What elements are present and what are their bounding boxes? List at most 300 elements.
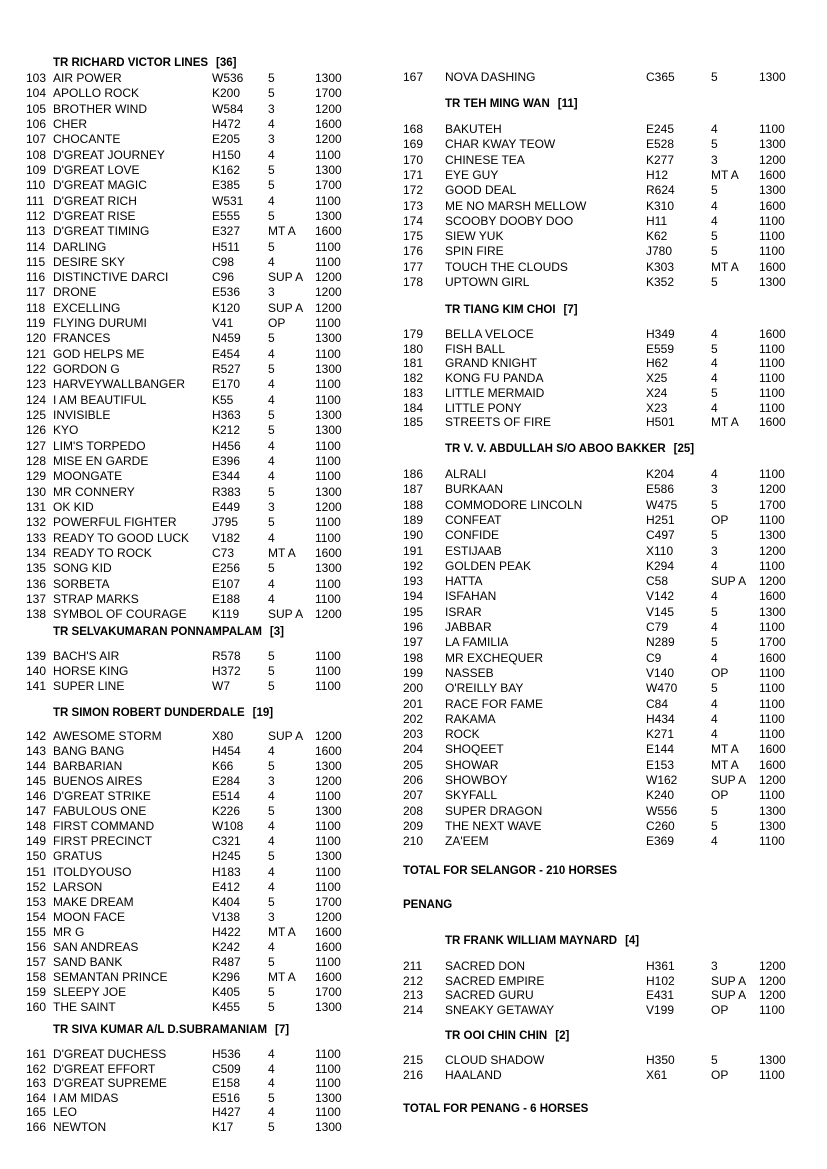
horse-class: MT A <box>268 969 296 984</box>
horse-code: C260 <box>646 818 675 833</box>
horse-row <box>400 727 827 742</box>
horse-rating: 1300 <box>759 803 786 818</box>
horse-class: MT A <box>711 415 739 430</box>
horse-number: 170 <box>403 152 424 167</box>
horse-number: 210 <box>403 834 424 849</box>
horse-code: H361 <box>646 959 675 973</box>
horse-rating: 1100 <box>315 469 341 484</box>
horse-code: K17 <box>212 1120 234 1134</box>
horse-rating: 1100 <box>759 229 785 244</box>
horse-class: 4 <box>711 620 718 634</box>
horse-rating: 1200 <box>315 774 342 789</box>
horse-class: SUP A <box>268 729 304 743</box>
horse-rating: 1100 <box>315 954 341 969</box>
horse-class: 5 <box>268 86 275 101</box>
horse-number: 175 <box>403 229 424 244</box>
horse-number: 155 <box>26 924 47 939</box>
horse-rating: 1100 <box>315 576 341 591</box>
horse-rating: 1100 <box>759 834 785 849</box>
horse-count: [19] <box>252 707 274 719</box>
horse-class: 5 <box>711 275 718 289</box>
horse-rating: 1100 <box>315 591 341 606</box>
horse-class: 5 <box>711 604 718 619</box>
horse-code: K120 <box>212 300 241 315</box>
horse-class: MT A <box>268 224 296 239</box>
horse-number: 118 <box>26 300 46 315</box>
horse-number: 187 <box>403 482 424 497</box>
horse-class: 4 <box>711 727 718 742</box>
horse-rating: 1100 <box>315 1047 341 1061</box>
horse-row <box>0 240 400 255</box>
horse-name: D'GREAT LOVE <box>53 162 140 177</box>
horse-number: 167 <box>403 70 424 84</box>
horse-rating: 1300 <box>315 759 342 774</box>
horse-number: 103 <box>26 71 47 85</box>
horse-code: R487 <box>212 954 241 969</box>
horse-number: 129 <box>26 469 47 484</box>
horse-count: [25] <box>673 443 695 455</box>
horse-code: K303 <box>646 259 675 274</box>
horse-rating: 1100 <box>759 512 785 527</box>
horse-name: AWESOME STORM <box>53 729 162 743</box>
horse-name: GOD HELPS ME <box>53 346 145 361</box>
horse-number: 197 <box>403 635 424 650</box>
horse-name: COMMODORE LINCOLN <box>445 497 583 512</box>
horse-name: SACRED DON <box>445 959 526 973</box>
horse-rating: 1100 <box>759 681 785 696</box>
horse-row <box>0 316 400 331</box>
horse-number: 146 <box>26 789 47 804</box>
horse-row <box>0 500 400 515</box>
horse-name: AIR POWER <box>53 71 122 85</box>
horse-row <box>400 122 827 137</box>
horse-name: GRAND KNIGHT <box>445 356 538 371</box>
horse-rating: 1100 <box>315 438 341 453</box>
horse-code: V138 <box>212 909 241 924</box>
horse-code: H183 <box>212 864 241 879</box>
horse-code: E449 <box>212 499 241 514</box>
horse-row <box>0 1091 400 1106</box>
horse-rating: 1300 <box>759 528 786 543</box>
horse-class: OP <box>711 788 729 803</box>
horse-name: POWERFUL FIGHTER <box>53 515 177 530</box>
horse-row <box>0 224 400 239</box>
trainer-heading <box>53 626 284 638</box>
horse-class: 5 <box>268 408 275 423</box>
horse-rating: 1100 <box>759 696 785 711</box>
horse-class: 4 <box>268 346 275 361</box>
horse-name: MISE EN GARDE <box>53 454 149 468</box>
horse-row <box>0 163 400 178</box>
horse-class: SUP A <box>711 574 747 589</box>
horse-class: 5 <box>711 528 718 543</box>
horse-name: D'GREAT TIMING <box>53 224 150 239</box>
horse-code: H536 <box>212 1047 241 1061</box>
horse-code: J795 <box>212 515 239 530</box>
horse-number: 123 <box>26 377 47 392</box>
horse-rating: 1200 <box>759 959 786 973</box>
horse-rating: 1200 <box>759 482 786 497</box>
horse-class: 4 <box>268 576 275 591</box>
horse-class: 3 <box>711 152 718 167</box>
horse-number: 193 <box>403 574 424 589</box>
horse-code: H511 <box>212 239 240 254</box>
horse-code: V140 <box>646 665 675 680</box>
horse-name: THE NEXT WAVE <box>445 818 542 833</box>
horse-name: THE SAINT <box>53 1000 116 1015</box>
horse-class: 4 <box>711 122 718 136</box>
horse-name: SACRED EMPIRE <box>445 973 545 988</box>
horse-row <box>0 1105 400 1120</box>
horse-name: SUPER DRAGON <box>445 803 543 818</box>
horse-rating: 1300 <box>315 362 342 377</box>
horse-row <box>400 988 827 1003</box>
horse-name: CONFEAT <box>445 512 502 527</box>
horse-class: 5 <box>268 362 275 377</box>
horse-code: E144 <box>646 742 675 757</box>
horse-class: MT A <box>711 742 739 757</box>
horse-code: K404 <box>212 894 241 909</box>
horse-class: 5 <box>711 341 718 356</box>
horse-class: 4 <box>711 650 718 665</box>
horse-count: [7] <box>275 1024 290 1036</box>
horse-rating: 1100 <box>759 467 785 481</box>
horse-number: 143 <box>26 744 47 759</box>
horse-name: SCOOBY DOOBY DOO <box>445 213 574 228</box>
horse-name: FABULOUS ONE <box>53 804 147 819</box>
horse-name: OK KID <box>53 499 94 514</box>
horse-code: R527 <box>212 362 241 377</box>
horse-class: 5 <box>268 954 275 969</box>
horse-row <box>0 393 400 408</box>
horse-code: E153 <box>646 757 675 772</box>
horse-name: STRAP MARKS <box>53 591 139 606</box>
horse-name: CHAR KWAY TEOW <box>445 137 556 152</box>
horse-row <box>400 605 827 620</box>
horse-rating: 1300 <box>315 1090 342 1105</box>
horse-name: D'GREAT JOURNEY <box>53 147 165 162</box>
horse-code: H350 <box>646 1053 675 1067</box>
horse-class: MT A <box>711 167 739 182</box>
horse-code: K212 <box>212 423 241 438</box>
trainer-name: TR SIVA KUMAR A/L D.SUBRAMANIAM <box>53 1024 268 1036</box>
horse-name: CHER <box>53 116 88 131</box>
horse-code: V199 <box>646 1003 675 1018</box>
horse-class: 5 <box>711 244 718 259</box>
horse-code: X80 <box>212 729 234 743</box>
horse-row <box>0 925 400 940</box>
horse-row <box>0 301 400 316</box>
horse-code: E327 <box>212 224 241 239</box>
horse-code: X24 <box>646 385 668 400</box>
horse-name: MOONGATE <box>53 469 123 484</box>
horse-row <box>0 744 400 759</box>
horse-number: 113 <box>26 224 46 239</box>
horse-code: V182 <box>212 530 241 545</box>
horse-number: 139 <box>26 649 47 663</box>
horse-rating: 1600 <box>759 327 786 341</box>
horse-rating: 1100 <box>315 193 341 208</box>
horse-name: BANG BANG <box>53 744 125 759</box>
horse-rating: 1700 <box>315 178 342 193</box>
horse-row <box>0 209 400 224</box>
horse-row <box>400 819 827 834</box>
horse-class: 4 <box>268 1061 275 1076</box>
horse-number: 177 <box>403 259 424 274</box>
horse-name: LA FAMILIA <box>445 635 509 650</box>
horse-class: 5 <box>268 1090 275 1105</box>
horse-class: OP <box>711 512 729 527</box>
horse-name: SAN ANDREAS <box>53 939 139 954</box>
horse-rating: 1100 <box>759 620 785 634</box>
horse-count: [36] <box>216 57 237 69</box>
horse-rating: 1100 <box>759 558 785 573</box>
horse-code: H372 <box>212 664 241 678</box>
horse-row <box>400 528 827 543</box>
horse-number: 198 <box>403 650 424 665</box>
horse-rating: 1600 <box>759 259 786 274</box>
horse-rating: 1100 <box>759 213 785 228</box>
horse-rating: 1100 <box>315 789 341 804</box>
horse-name: CHINESE TEA <box>445 152 525 167</box>
horse-count: [7] <box>563 304 578 316</box>
horse-class: 4 <box>268 1076 275 1091</box>
horse-row <box>400 589 827 604</box>
horse-class: 4 <box>268 469 275 484</box>
horse-class: 3 <box>268 909 275 924</box>
horse-name: BURKAAN <box>445 482 504 497</box>
horse-name: SUPER LINE <box>53 679 125 693</box>
horse-class: 4 <box>268 530 275 545</box>
horse-name: LEO <box>53 1105 78 1120</box>
horse-rating: 1300 <box>315 71 342 85</box>
horse-number: 163 <box>26 1076 47 1091</box>
horse-name: EXCELLING <box>53 300 121 315</box>
horse-code: W470 <box>646 681 678 696</box>
horse-class: 4 <box>268 744 275 759</box>
horse-name: SYMBOL OF COURAGE <box>53 607 187 622</box>
horse-class: 3 <box>268 499 275 514</box>
horse-rating: 1300 <box>315 804 342 819</box>
horse-code: R624 <box>646 183 675 198</box>
horse-rating: 1600 <box>759 742 786 757</box>
horse-code: K66 <box>212 759 234 774</box>
horse-class: 5 <box>711 635 718 650</box>
horse-number: 194 <box>403 589 424 604</box>
horse-code: H102 <box>646 973 675 988</box>
horse-name: SHOWBOY <box>445 773 508 787</box>
horse-name: BROTHER WIND <box>53 101 147 116</box>
horse-rating: 1100 <box>315 239 341 254</box>
horse-number: 130 <box>26 484 47 499</box>
horse-number: 144 <box>26 759 47 774</box>
horse-row <box>0 531 400 546</box>
horse-number: 116 <box>26 270 46 285</box>
horse-row <box>400 275 827 290</box>
horse-name: BUENOS AIRES <box>53 774 143 789</box>
horse-class: SUP A <box>711 773 747 787</box>
horse-code: H349 <box>646 327 675 341</box>
horse-rating: 1200 <box>759 973 786 988</box>
horse-name: ZA'EEM <box>445 834 489 849</box>
horse-row <box>400 559 827 574</box>
horse-name: MR CONNERY <box>53 484 135 499</box>
horse-row <box>400 959 827 974</box>
horse-rating: 1200 <box>315 300 342 315</box>
horse-number: 156 <box>26 939 47 954</box>
horse-class: 4 <box>268 454 275 468</box>
horse-number: 196 <box>403 620 424 634</box>
horse-number: 183 <box>403 385 424 400</box>
horse-name: MOON FACE <box>53 909 126 924</box>
horse-name: LITTLE PONY <box>445 400 522 415</box>
horse-row <box>400 260 827 275</box>
horse-number: 124 <box>26 392 47 407</box>
horse-row <box>400 214 827 229</box>
horse-name: INVISIBLE <box>53 408 111 423</box>
horse-code: K455 <box>212 1000 241 1015</box>
horse-row <box>0 132 400 147</box>
horse-rating: 1600 <box>759 650 786 665</box>
horse-class: 5 <box>268 804 275 819</box>
horse-code: K296 <box>212 969 241 984</box>
trainer-name: TR TEH MING WAN <box>445 98 550 110</box>
horse-rating: 1100 <box>759 356 785 371</box>
horse-class: 4 <box>268 819 275 834</box>
horse-code: R383 <box>212 484 241 499</box>
horse-code: K271 <box>646 727 675 742</box>
horse-class: 5 <box>711 385 718 400</box>
horse-number: 204 <box>403 742 424 757</box>
horse-rating: 1100 <box>315 1105 341 1120</box>
horse-code: E555 <box>212 208 241 223</box>
horse-rating: 1100 <box>315 664 341 678</box>
horse-rating: 1600 <box>315 116 342 131</box>
horse-row <box>0 194 400 209</box>
horse-rating: 1600 <box>759 415 786 430</box>
horse-code: K204 <box>646 467 675 481</box>
horse-name: BELLA VELOCE <box>445 327 534 341</box>
horse-rating: 1100 <box>759 244 785 259</box>
horse-code: E514 <box>212 789 241 804</box>
horse-row <box>400 974 827 989</box>
horse-number: 109 <box>26 162 47 177</box>
horse-name: JABBAR <box>445 620 492 634</box>
horse-number: 150 <box>26 849 47 864</box>
horse-number: 195 <box>403 604 424 619</box>
horse-name: SNEAKY GETAWAY <box>445 1003 555 1018</box>
horse-rating: 1100 <box>759 341 785 356</box>
horse-code: H501 <box>646 415 675 430</box>
horse-number: 121 <box>26 346 47 361</box>
horse-row <box>400 371 827 386</box>
horse-number: 211 <box>403 959 423 973</box>
horse-class: 4 <box>711 589 718 604</box>
horse-rating: 1600 <box>315 744 342 759</box>
horse-row <box>400 244 827 259</box>
horse-name: FIRST PRECINCT <box>53 834 153 849</box>
horse-class: 5 <box>268 664 275 678</box>
horse-number: 112 <box>26 208 46 223</box>
horse-number: 207 <box>403 788 424 803</box>
trainer-name: TR V. V. ABDULLAH S/O ABOO BAKKER <box>445 443 666 455</box>
horse-class: OP <box>268 316 286 331</box>
horse-name: NEWTON <box>53 1120 107 1134</box>
horse-code: W536 <box>212 71 244 85</box>
horse-row <box>400 137 827 152</box>
horse-class: 4 <box>268 789 275 804</box>
horse-code: H251 <box>646 512 675 527</box>
horse-number: 169 <box>403 137 424 152</box>
horse-name: DISTINCTIVE DARCI <box>53 270 169 285</box>
horse-class: MT A <box>711 259 739 274</box>
horse-number: 201 <box>403 696 424 711</box>
horse-number: 213 <box>403 988 424 1003</box>
horse-row <box>400 168 827 183</box>
horse-rating: 1100 <box>315 819 341 834</box>
horse-code: E385 <box>212 178 241 193</box>
trainer-heading <box>445 935 639 947</box>
horse-code: X61 <box>646 1068 668 1082</box>
horse-code: V41 <box>212 316 234 331</box>
horse-code: E559 <box>646 341 675 356</box>
horse-class: MT A <box>711 757 739 772</box>
trainer-heading <box>445 304 578 316</box>
horse-code: K62 <box>646 229 668 244</box>
horse-name: NOVA DASHING <box>445 70 536 84</box>
horse-name: MR EXCHEQUER <box>445 650 544 665</box>
horse-class: 5 <box>711 183 718 198</box>
horse-code: E158 <box>212 1076 241 1091</box>
horse-code: K277 <box>646 152 675 167</box>
horse-number: 154 <box>26 909 47 924</box>
horse-rating: 1100 <box>759 385 785 400</box>
horse-rating: 1100 <box>759 400 785 415</box>
horse-name: STREETS OF FIRE <box>445 415 552 430</box>
horse-number: 206 <box>403 773 424 787</box>
horse-rating: 1100 <box>315 879 341 894</box>
horse-row <box>0 834 400 849</box>
horse-rating: 1300 <box>759 818 786 833</box>
horse-rating: 1700 <box>759 635 786 650</box>
horse-code: E245 <box>646 122 675 136</box>
horse-class: OP <box>711 1003 729 1018</box>
horse-number: 179 <box>403 327 424 341</box>
horse-number: 192 <box>403 558 424 573</box>
section-total: TOTAL FOR PENANG - 6 HORSES <box>403 1103 589 1115</box>
horse-name: ESTIJAAB <box>445 543 502 558</box>
horse-class: 3 <box>711 543 718 558</box>
horse-number: 214 <box>403 1003 424 1018</box>
horse-code: X110 <box>646 543 674 558</box>
horse-number: 200 <box>403 681 424 696</box>
horse-number: 188 <box>403 497 424 512</box>
horse-class: 5 <box>711 681 718 696</box>
horse-row <box>0 940 400 955</box>
horse-row <box>400 327 827 342</box>
horse-name: BAKUTEH <box>445 122 502 136</box>
horse-rating: 1300 <box>759 604 786 619</box>
horse-number: 128 <box>26 454 47 468</box>
horse-class: 4 <box>268 591 275 606</box>
horse-code: E586 <box>646 482 675 497</box>
horse-code: W531 <box>212 193 244 208</box>
horse-row <box>400 544 827 559</box>
horse-class: 3 <box>711 482 718 497</box>
horse-row <box>0 377 400 392</box>
horse-rating: 1200 <box>759 988 786 1003</box>
horse-count: [11] <box>557 98 578 110</box>
